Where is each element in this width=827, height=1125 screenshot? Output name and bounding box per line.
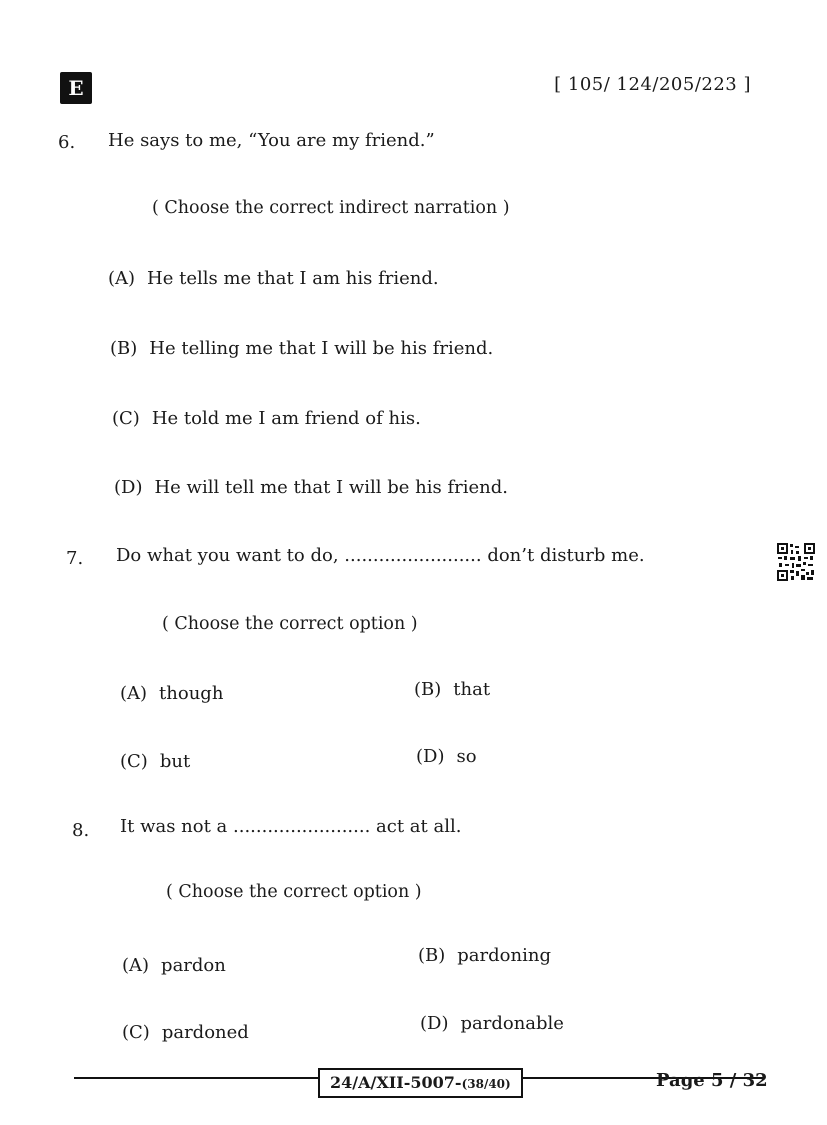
option-letter: (B) <box>418 945 446 966</box>
option-letter: (D) <box>416 746 445 767</box>
question-number: 6. <box>58 132 76 153</box>
option-text: that <box>453 679 491 700</box>
option-d <box>420 1013 564 1034</box>
option-letter: (C) <box>120 751 148 772</box>
option-text: He will tell me that I will be his friend. <box>154 477 508 498</box>
option-text: pardon <box>161 955 226 976</box>
option-a <box>122 955 226 976</box>
option-b <box>110 338 493 359</box>
option-letter: (D) <box>420 1013 449 1034</box>
paper-code-list: [ 105/ 124/205/223 ] <box>554 74 751 95</box>
qr-code-icon <box>776 542 816 582</box>
option-letter: (D) <box>114 477 143 498</box>
option-c <box>120 751 190 772</box>
paper-code: 24/A/XII-5007- <box>330 1073 462 1092</box>
option-text: though <box>159 683 224 704</box>
option-text: He tells me that I am his friend. <box>147 268 439 289</box>
set-badge: E <box>60 72 92 104</box>
option-c <box>112 408 421 429</box>
option-text: He told me I am friend of his. <box>151 408 421 429</box>
paper-code-box <box>318 1068 523 1098</box>
question-number: 8. <box>72 820 90 841</box>
option-b <box>414 679 490 700</box>
question-text: He says to me, “You are my friend.” <box>108 130 435 151</box>
option-letter: (A) <box>122 955 150 976</box>
option-b <box>418 945 551 966</box>
paper-code-suffix: (38/40) <box>461 1077 511 1091</box>
option-letter: (C) <box>122 1022 150 1043</box>
option-letter: (A) <box>108 268 136 289</box>
option-c <box>122 1022 249 1043</box>
question-instruction: ( Choose the correct option ) <box>166 882 422 902</box>
question-instruction: ( Choose the correct indirect narration ) <box>152 198 510 218</box>
option-text: pardoned <box>161 1022 249 1043</box>
option-letter: (A) <box>120 683 148 704</box>
option-text: pardonable <box>460 1013 564 1034</box>
option-text: so <box>456 746 477 767</box>
option-text: He telling me that I will be his friend. <box>149 338 494 359</box>
option-text: pardoning <box>457 945 551 966</box>
option-letter: (C) <box>112 408 140 429</box>
option-d <box>416 746 477 767</box>
option-d <box>114 477 508 498</box>
page-number: Page 5 / 32 <box>656 1070 768 1091</box>
question-number: 7. <box>66 548 84 569</box>
question-text: Do what you want to do, ........................ don’t disturb me. <box>116 545 645 566</box>
option-a <box>108 268 439 289</box>
option-text: but <box>159 751 191 772</box>
option-letter: (B) <box>414 679 442 700</box>
option-a <box>120 683 223 704</box>
option-letter: (B) <box>110 338 138 359</box>
question-text: It was not a ........................ act at all. <box>120 816 462 837</box>
question-instruction: ( Choose the correct option ) <box>162 614 418 634</box>
